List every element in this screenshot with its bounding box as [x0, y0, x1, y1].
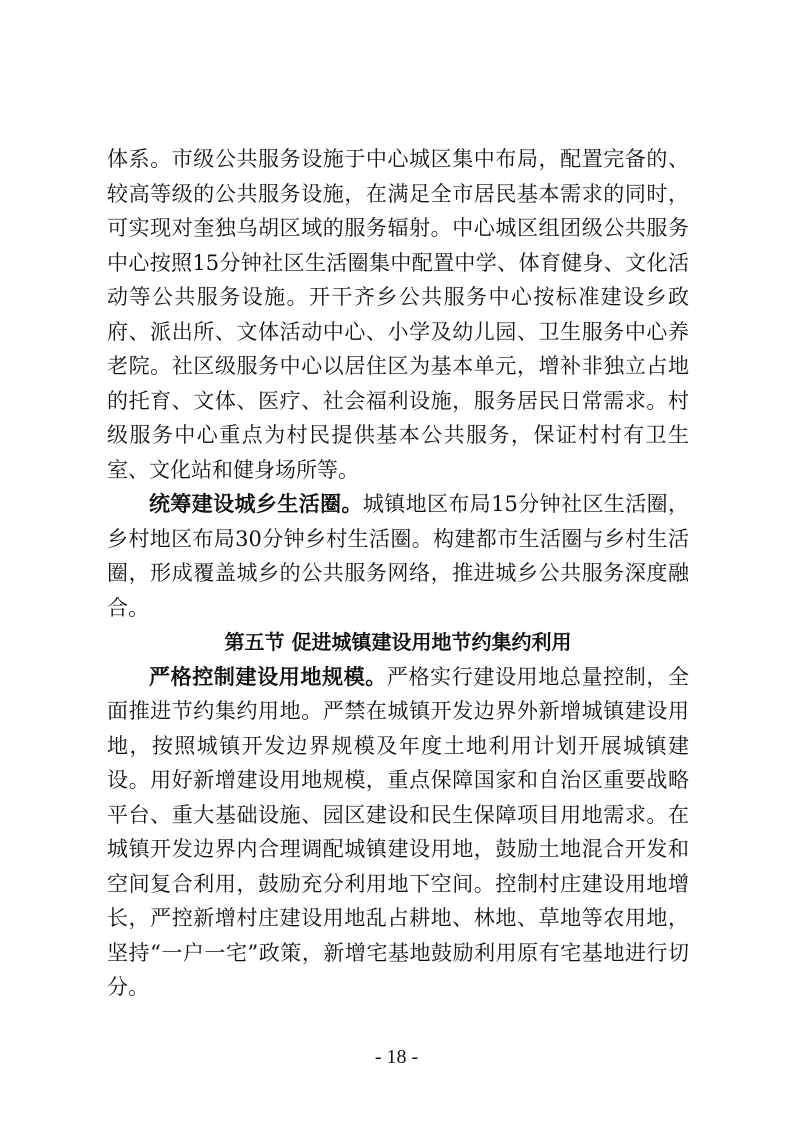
document-body	[107, 142, 689, 1005]
paragraph-land-control	[107, 660, 689, 1005]
paragraph-text: 严格实行建设用地总量控制，全面推进节约集约用地。严禁在城镇开发边界外新增城镇建设用地，按照城镇开发边界规模及年度土地利用计划开展城镇建设。用好新增建设用地规模，重点保障国家和自治区重要战略平台、重大基础设施、园区建设和民生保障项目用地需求。在城镇开发边界内合理调配城镇建设用地，鼓励土地混合开发和空间复合利用，鼓励充分利用地下空间。控制村庄建设用地增长，严控新增村庄建设用地乱占耕地、林地、草地等农用地，坚持“一户一宅”政策，新增宅基地鼓励利用原有宅基地进行切分。	[107, 664, 689, 999]
paragraph-text: 体系。市级公共服务设施于中心城区集中布局，配置完备的、较高等级的公共服务设施，在满足全市居民基本需求的同时，可实现对奎独乌胡区域的服务辐射。中心城区组团级公共服务中心按照15分钟社区生活圈集中配置中学、体育健身、文化活动等公共服务设施。开干齐乡公共服务中心按标准建设乡政府、派出所、文体活动中心、小学及幼儿园、卫生服务中心养老院。社区级服务中心以居住区为基本单元，增补非独立占地的托育、文体、医疗、社会福利设施，服务居民日常需求。村级服务中心重点为村民提供基本公共服务，保证村村有卫生室、文化站和健身场所等。	[107, 147, 689, 482]
paragraph-public-service-system	[107, 142, 689, 487]
section-heading: 第五节 促进城镇建设用地节约集约利用	[224, 630, 572, 654]
paragraph-text: 城镇地区布局15分钟社区生活圈，乡村地区布局30分钟乡村生活圈。构建都市生活圈与乡村生活圈，形成覆盖城乡的公共服务网络，推进城乡公共服务深度融合。	[107, 492, 690, 620]
paragraph-lead: 严格控制建设用地规模。	[149, 664, 387, 689]
page-number: - 18 -	[374, 1046, 419, 1068]
paragraph-lead: 统筹建设城乡生活圈。	[149, 492, 363, 516]
paragraph-life-circle	[107, 487, 689, 625]
